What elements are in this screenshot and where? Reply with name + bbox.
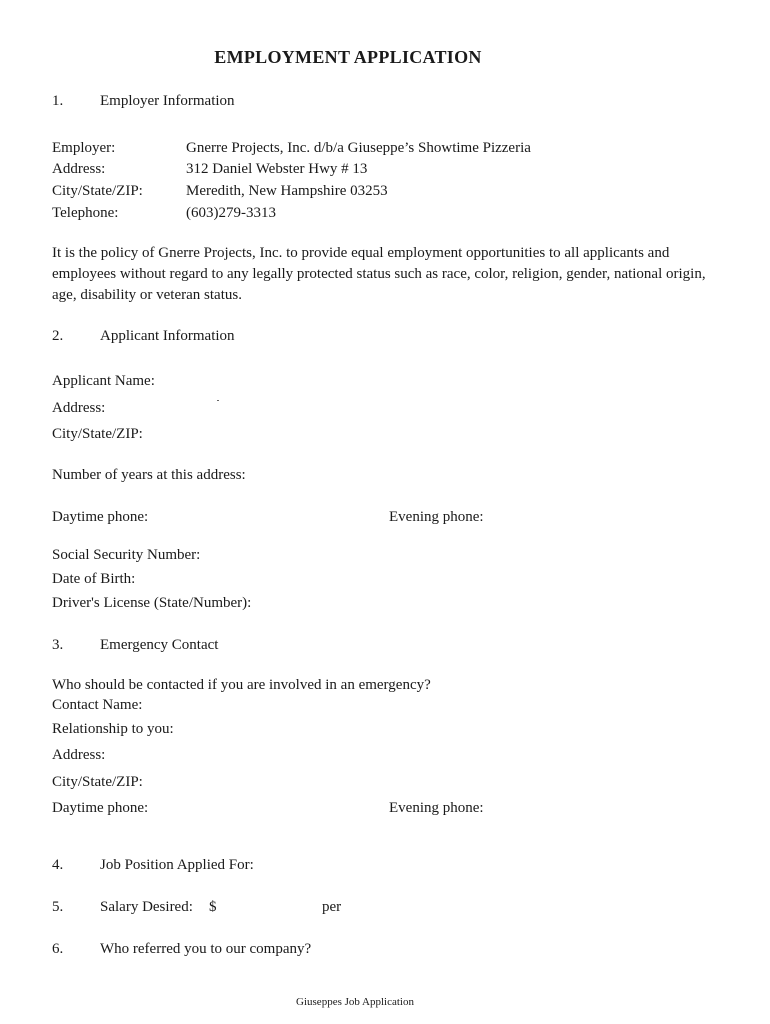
- applicant-daytime-phone-label: Daytime phone:: [52, 509, 149, 525]
- equal-opportunity-policy: It is the policy of Gnerre Projects, Inc. to provide equal employment opportunities to all applicants and employees without regard to any legally protected status such as race, color, religion, gender, national origin, age, disability or veteran status.: [52, 245, 706, 303]
- years-at-address-label: Number of years at this address:: [52, 467, 246, 483]
- page-footer: Giuseppes Job Application: [296, 996, 414, 1008]
- salary-desired-label: Salary Desired:: [100, 899, 193, 915]
- document-title: EMPLOYMENT APPLICATION: [214, 47, 482, 67]
- emergency-question: Who should be contacted if you are involved in an emergency?: [52, 677, 431, 693]
- applicant-city-label: City/State/ZIP:: [52, 426, 143, 442]
- section-2-number: 2.: [52, 328, 64, 344]
- contact-address-label: Address:: [52, 747, 106, 763]
- employer-telephone-value: (603)279-3313: [186, 205, 276, 221]
- job-position-label: Job Position Applied For:: [100, 857, 254, 873]
- section-1-heading: Employer Information: [100, 93, 235, 109]
- employer-address-label: Address:: [52, 161, 106, 177]
- dob-label: Date of Birth:: [52, 571, 136, 587]
- salary-currency: $: [209, 899, 217, 915]
- employer-city-label: City/State/ZIP:: [52, 183, 143, 199]
- contact-city-label: City/State/ZIP:: [52, 774, 143, 790]
- stray-mark: [217, 400, 219, 401]
- section-3-number: 3.: [52, 637, 64, 653]
- section-4-number: 4.: [52, 857, 64, 873]
- applicant-address-label: Address:: [52, 400, 106, 416]
- drivers-license-label: Driver's License (State/Number):: [52, 595, 252, 611]
- section-5-number: 5.: [52, 899, 64, 915]
- employer-city-value: Meredith, New Hampshire 03253: [186, 183, 388, 199]
- contact-evening-phone-label: Evening phone:: [389, 800, 484, 816]
- salary-per-label: per: [322, 899, 342, 915]
- section-1-number: 1.: [52, 93, 64, 109]
- employer-value: Gnerre Projects, Inc. d/b/a Giuseppe’s Showtime Pizzeria: [186, 140, 531, 156]
- section-6-number: 6.: [52, 941, 64, 957]
- applicant-evening-phone-label: Evening phone:: [389, 509, 484, 525]
- employer-address-value: 312 Daniel Webster Hwy # 13: [186, 161, 368, 177]
- applicant-name-label: Applicant Name:: [52, 373, 155, 389]
- employer-telephone-label: Telephone:: [52, 205, 119, 221]
- section-3-heading: Emergency Contact: [100, 637, 219, 653]
- employer-label: Employer:: [52, 140, 116, 156]
- referral-question: Who referred you to our company?: [100, 941, 312, 957]
- relationship-label: Relationship to you:: [52, 721, 174, 737]
- contact-daytime-phone-label: Daytime phone:: [52, 800, 149, 816]
- contact-name-label: Contact Name:: [52, 697, 143, 713]
- ssn-label: Social Security Number:: [52, 547, 201, 563]
- section-2-heading: Applicant Information: [100, 328, 235, 344]
